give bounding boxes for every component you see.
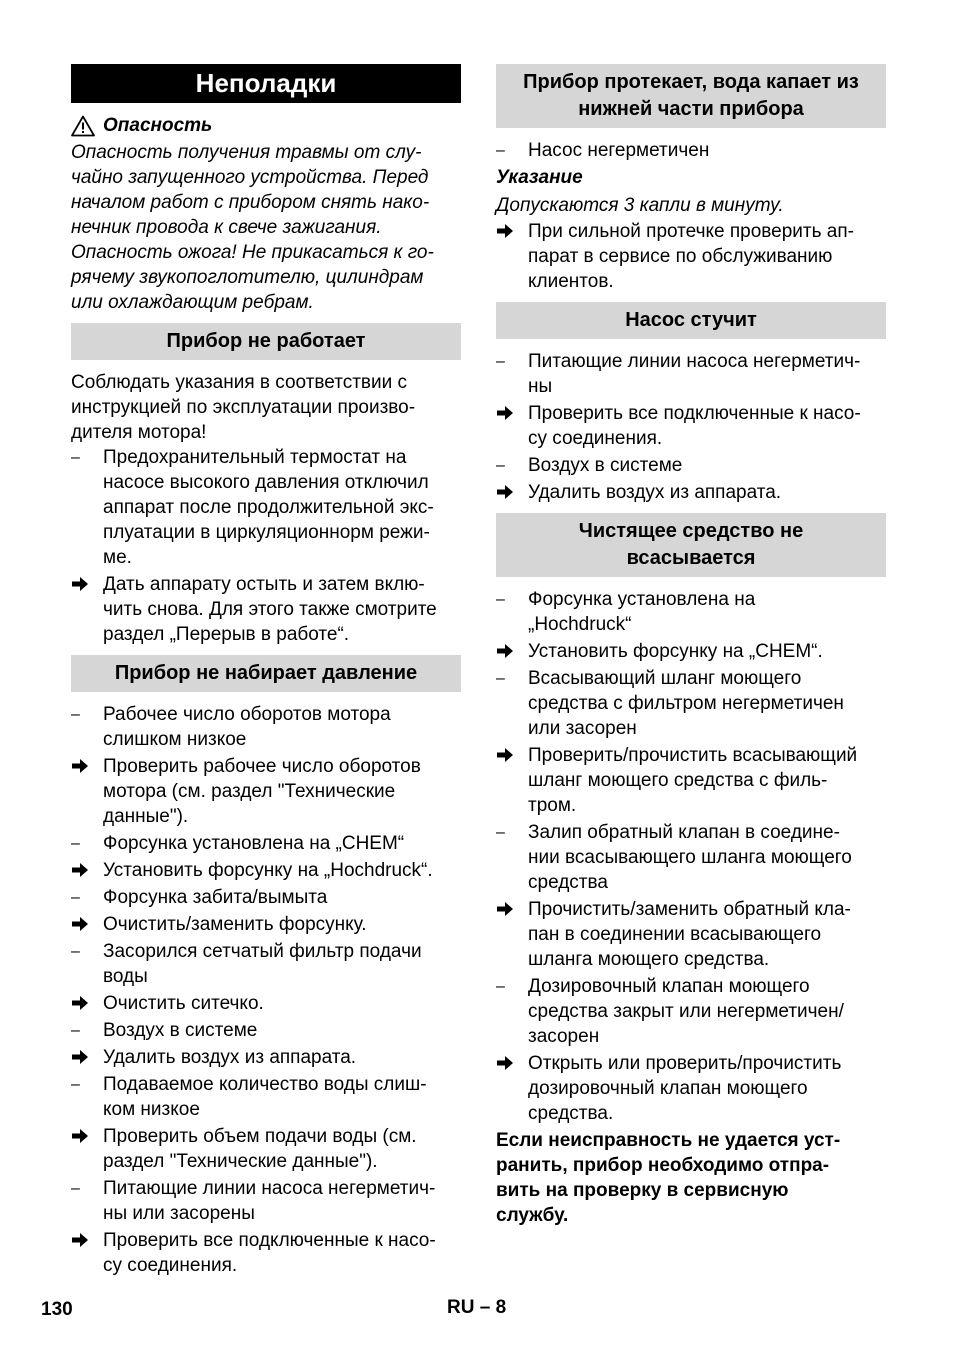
dash-bullet: – <box>71 1022 80 1039</box>
arrow-right-icon <box>496 401 528 451</box>
item-line: Питающие линии насоса негерметич- <box>103 1178 436 1199</box>
note-label: Указание <box>496 167 583 188</box>
item-line: насосе высокого давления отключил <box>103 472 429 493</box>
arrow-right-icon <box>71 754 103 829</box>
final-note-line: ранить, прибор необходимо отпра- <box>496 1155 830 1176</box>
item-line: клиентов. <box>528 271 614 292</box>
item-text <box>103 754 461 829</box>
item-text <box>103 939 461 989</box>
action-item <box>71 1124 461 1174</box>
item-line: Прочистить/заменить обратный кла- <box>528 899 851 920</box>
item-line: Установить форсунку на „CHEM“. <box>528 641 823 662</box>
cause-item <box>71 1072 461 1122</box>
cause-item <box>71 939 461 989</box>
item-line: Установить форсунку на „Hochdruck“. <box>103 860 433 881</box>
item-line: Проверить все подключенные к насо- <box>528 403 861 424</box>
danger-line: или охлаждающим ребрам. <box>71 292 314 313</box>
action-item <box>71 1228 461 1278</box>
action-item <box>71 912 461 937</box>
arrow-right-icon <box>496 639 528 664</box>
item-line: су соединения. <box>103 1255 238 1276</box>
cause-item <box>496 666 886 741</box>
arrow-right-icon <box>71 912 103 937</box>
item-line: пан в соединении всасывающего <box>528 924 822 945</box>
item-line: Форсунка забита/вымыта <box>103 887 328 908</box>
item-text <box>103 1124 461 1174</box>
list-leaking-causes <box>496 138 886 163</box>
item-line: Дать аппарату остыть и затем вклю- <box>103 574 425 595</box>
danger-text <box>71 140 461 315</box>
item-line: Засорился сетчатый фильтр подачи <box>103 941 422 962</box>
item-line: шланга моющего средства. <box>528 949 770 970</box>
item-line: средства закрыт или негерметичен/ <box>528 1001 844 1022</box>
item-line: Дозировочный клапан моющего <box>528 976 810 997</box>
item-line: ком низкое <box>103 1099 200 1120</box>
cause-item <box>71 885 461 910</box>
action-item <box>71 858 461 883</box>
heading-line: всасывается <box>626 547 756 569</box>
dash-bullet: – <box>71 889 80 906</box>
item-text <box>103 1072 461 1122</box>
section-heading-not-working: Прибор не работает <box>71 323 461 360</box>
heading-line: нижней части прибора <box>578 98 804 120</box>
section-heading-leaking <box>496 64 886 128</box>
action-item <box>496 1051 886 1126</box>
dash-bullet: – <box>496 591 505 608</box>
list-pump-knocks <box>496 349 886 505</box>
danger-heading <box>71 113 461 138</box>
item-text <box>528 1051 886 1126</box>
item-line: слишком низкое <box>103 729 247 750</box>
cause-item <box>496 820 886 895</box>
section-heading-no-pressure: Прибор не набирает давление <box>71 655 461 692</box>
arrow-right-icon <box>71 572 103 647</box>
right-column <box>496 64 886 1228</box>
cause-item <box>71 831 461 856</box>
action-item <box>496 897 886 972</box>
item-line: Очистить/заменить форсунку. <box>103 914 367 935</box>
item-line: Проверить рабочее число оборотов <box>103 756 421 777</box>
arrow-right-icon <box>71 858 103 883</box>
arrow-right-icon <box>496 1051 528 1126</box>
item-text <box>528 820 886 895</box>
dash-bullet: – <box>496 353 505 370</box>
danger-line: Опасность получения травмы от слу- <box>71 142 422 163</box>
item-text <box>103 991 461 1016</box>
item-line: Очистить ситечко. <box>103 993 264 1014</box>
item-line: ме. <box>103 547 132 568</box>
item-line: мотора (см. раздел "Технические <box>103 781 396 802</box>
item-line: Форсунка установлена на <box>528 589 756 610</box>
item-line: раздел „Перерыв в работе“. <box>103 624 350 645</box>
arrow-right-icon <box>496 743 528 818</box>
cause-item <box>496 974 886 1049</box>
list-not-working <box>71 445 461 647</box>
intro-line: инструкцией по эксплуатации произво- <box>71 397 416 418</box>
page-number: 130 <box>41 1299 73 1320</box>
item-line: раздел "Технические данные"). <box>103 1151 378 1172</box>
item-line: Проверить все подключенные к насо- <box>103 1230 436 1251</box>
heading-line: Прибор протекает, вода капает из <box>523 71 859 93</box>
item-line: шланг моющего средства с филь- <box>528 770 828 791</box>
action-item <box>71 1045 461 1070</box>
item-line: данные"). <box>103 806 189 827</box>
cause-item <box>496 587 886 637</box>
section-heading-pump-knocks: Насос стучит <box>496 302 886 339</box>
item-line: ны <box>528 376 553 397</box>
heading-line: Чистящее средство не <box>578 520 804 542</box>
dash-bullet: – <box>71 449 80 466</box>
final-note <box>496 1128 886 1228</box>
item-line: чить снова. Для этого также смотрите <box>103 599 437 620</box>
item-line: Питающие линии насоса негерметич- <box>528 351 861 372</box>
item-line: средства с фильтром негерметичен <box>528 693 844 714</box>
final-note-line: вить на проверку в сервисную <box>496 1180 789 1201</box>
list-leaking-actions <box>496 219 886 294</box>
danger-line: началом работ с прибором снять нако- <box>71 192 430 213</box>
item-text <box>528 349 886 399</box>
item-line: „Hochdruck“ <box>528 614 632 635</box>
arrow-right-icon <box>496 480 528 505</box>
item-line: Воздух в системе <box>528 455 683 476</box>
item-line: тром. <box>528 795 577 816</box>
section-heading-detergent <box>496 513 886 577</box>
final-note-line: Если неисправность не удается уст- <box>496 1130 841 1151</box>
language-page-label: RU – 8 <box>447 1297 507 1318</box>
dash-bullet: – <box>496 457 505 474</box>
item-text <box>103 885 461 910</box>
warning-triangle-icon <box>71 115 95 137</box>
item-text <box>103 858 461 883</box>
action-item <box>71 754 461 829</box>
note-text: Допускаются 3 капли в минуту. <box>496 195 784 216</box>
item-line: ны или засорены <box>103 1203 255 1224</box>
action-item <box>496 219 886 294</box>
item-text <box>528 666 886 741</box>
dash-bullet: – <box>71 1180 80 1197</box>
action-item <box>496 743 886 818</box>
item-text <box>103 572 461 647</box>
list-detergent <box>496 587 886 1126</box>
item-line: Удалить воздух из аппарата. <box>103 1047 357 1068</box>
item-text <box>528 480 886 505</box>
danger-line: рячему звукопоглотителю, цилиндрам <box>71 267 424 288</box>
item-text <box>528 453 886 478</box>
intro-line: Соблюдать указания в соответствии с <box>71 372 407 393</box>
item-line: засорен <box>528 1026 600 1047</box>
list-no-pressure <box>71 702 461 1278</box>
item-line: средства. <box>528 1103 614 1124</box>
item-text <box>103 912 461 937</box>
item-text <box>528 138 886 163</box>
item-text <box>103 445 461 570</box>
action-item <box>496 639 886 664</box>
item-text <box>528 401 886 451</box>
arrow-right-icon <box>71 1228 103 1278</box>
left-column <box>71 64 461 1280</box>
cause-item <box>496 349 886 399</box>
dash-bullet: – <box>496 142 505 159</box>
item-line: Воздух в системе <box>103 1020 258 1041</box>
item-text <box>103 1045 461 1070</box>
item-text <box>103 1228 461 1278</box>
item-line: дозировочный клапан моющего <box>528 1078 808 1099</box>
dash-bullet: – <box>71 835 80 852</box>
action-item <box>496 480 886 505</box>
item-line: Проверить/прочистить всасывающий <box>528 745 858 766</box>
item-text <box>103 1176 461 1226</box>
item-line: аппарат после продолжительной экс- <box>103 497 434 518</box>
item-line: Проверить объем подачи воды (см. <box>103 1126 417 1147</box>
item-line: нии всасывающего шланга моющего <box>528 847 852 868</box>
item-line: плуатации в циркуляционнорм режи- <box>103 522 430 543</box>
dash-bullet: – <box>71 706 80 723</box>
cause-item <box>496 138 886 163</box>
arrow-right-icon <box>71 1045 103 1070</box>
item-line: или засорен <box>528 718 637 739</box>
item-line: Подаваемое количество воды слиш- <box>103 1074 427 1095</box>
item-text <box>528 587 886 637</box>
item-text <box>528 974 886 1049</box>
item-text <box>528 743 886 818</box>
item-line: Открыть или проверить/прочистить <box>528 1053 842 1074</box>
item-line: Форсунка установлена на „CHEM“ <box>103 833 405 854</box>
item-text <box>103 1018 461 1043</box>
cause-item <box>71 1018 461 1043</box>
item-text <box>103 702 461 752</box>
dash-bullet: – <box>496 978 505 995</box>
danger-label: Опасность <box>103 115 213 136</box>
intro-line: дителя мотора! <box>71 422 207 443</box>
arrow-right-icon <box>496 897 528 972</box>
item-text <box>528 219 886 294</box>
item-line: су соединения. <box>528 428 663 449</box>
danger-line: нечник провода к свече зажигания. <box>71 217 382 238</box>
item-line: воды <box>103 966 148 987</box>
action-item <box>71 572 461 647</box>
item-line: Залип обратный клапан в соедине- <box>528 822 840 843</box>
item-line: При сильной протечке проверить ап- <box>528 221 854 242</box>
cause-item <box>496 453 886 478</box>
danger-line: чайно запущенного устройства. Перед <box>71 167 429 188</box>
dash-bullet: – <box>496 824 505 841</box>
cause-item <box>71 445 461 570</box>
item-text <box>103 831 461 856</box>
item-line: Рабочее число оборотов мотора <box>103 704 391 725</box>
item-text <box>528 897 886 972</box>
item-line: Всасывающий шланг моющего <box>528 668 802 689</box>
final-note-line: службу. <box>496 1205 569 1226</box>
item-line: средства <box>528 872 608 893</box>
danger-line: Опасность ожога! Не прикасаться к го- <box>71 242 434 263</box>
section-intro <box>71 370 461 445</box>
dash-bullet: – <box>71 1076 80 1093</box>
item-text <box>528 639 886 664</box>
item-line: Удалить воздух из аппарата. <box>528 482 782 503</box>
action-item <box>71 991 461 1016</box>
dash-bullet: – <box>71 943 80 960</box>
item-line: Насос негерметичен <box>528 140 710 161</box>
arrow-right-icon <box>496 219 528 294</box>
page-title: Неполадки <box>71 64 461 103</box>
arrow-right-icon <box>71 1124 103 1174</box>
action-item <box>496 401 886 451</box>
cause-item <box>71 1176 461 1226</box>
dash-bullet: – <box>496 670 505 687</box>
arrow-right-icon <box>71 991 103 1016</box>
item-line: парат в сервисе по обслуживанию <box>528 246 833 267</box>
item-line: Предохранительный термостат на <box>103 447 407 468</box>
cause-item <box>71 702 461 752</box>
